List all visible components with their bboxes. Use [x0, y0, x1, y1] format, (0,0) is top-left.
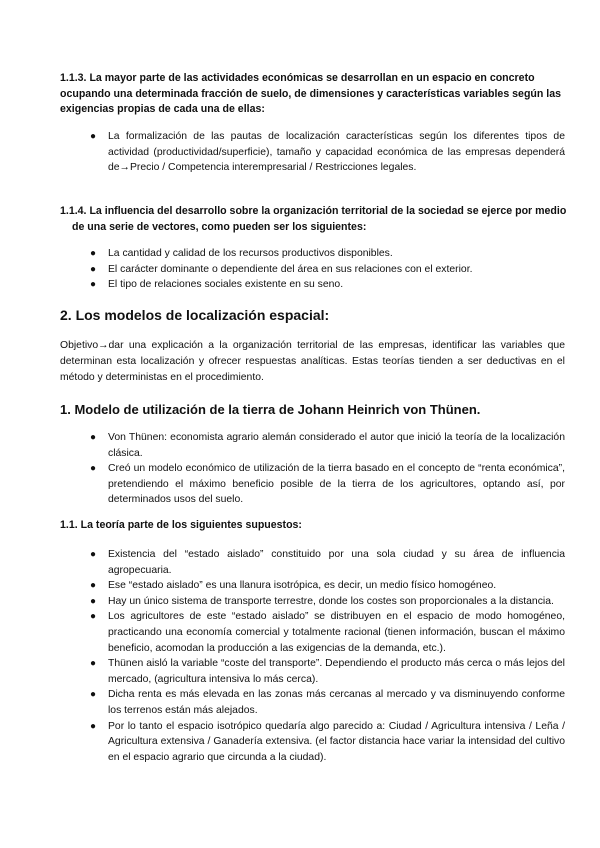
section-1-1-4-list	[90, 246, 565, 293]
list-item: ● Dicha renta es más elevada en las zonas más cercanas al mercado y va disminuyendo conforme los terrenos están más alejados.	[90, 689, 565, 716]
section-2-paragraph: Objetivo→dar una explicación a la organización territorial de las empresas, identificar las variables que determinan esta localización y ofrecer respuestas analíticas. Estas teorías tienden a ser deductivas en el método y deterministas en el procedimiento.	[60, 340, 565, 383]
section-1-1-list	[90, 547, 565, 765]
bullet-icon: ●	[90, 463, 97, 475]
model-1-list	[90, 430, 565, 508]
list-item: ● Creó un modelo económico de utilización de la tierra basado en el concepto de “renta económica”, pretendiendo el máximo beneficio posible de la tierra de los agricultores, optando así, por determinados usos del suelo.	[90, 463, 565, 506]
bullet-icon: ●	[90, 658, 97, 670]
list-item: ● Hay un único sistema de transporte terrestre, donde los costes son proporcionales a la distancia.	[90, 594, 565, 610]
section-1-1-4-heading: 1.1.4. La influencia del desarrollo sobre la organización territorial de la sociedad se ejerce por medio de una serie de vectores, como pueden ser los siguientes:	[60, 205, 567, 233]
bullet-icon: ●	[90, 689, 97, 701]
bullet-icon: ●	[90, 580, 97, 592]
list-item: ● Existencia del “estado aislado” constituido por una sola ciudad y su área de influencia agropecuaria.	[90, 549, 565, 576]
list-item: ● La formalización de las pautas de localización características según los diferentes tipos de actividad (productividad/superficie), tamaño y capacidad económica de las empresas dependerá de→Precio / Competencia interempresarial / Restricciones legales.	[90, 131, 565, 174]
list-item: ● Los agricultores de este “estado aislado” se distribuyen en el espacio de modo homogéneo, practicando una economía comercial y totalmente racional (tienen información, buscan el máximo beneficio, acomodan la producción a las exigencias de la demanda, etc.).	[90, 611, 565, 654]
bullet-icon: ●	[90, 549, 97, 560]
bullet-icon: ●	[90, 131, 97, 142]
section-2-title: 2. Los modelos de localización espacial:	[60, 307, 330, 323]
bullet-icon: ●	[90, 248, 97, 259]
list-item: ● La cantidad y calidad de los recursos productivos disponibles.	[90, 246, 565, 262]
list-item: ● Thünen aisló la variable “coste del transporte”. Dependiendo el producto más cerca o más lejos del mercado, (agricultura intensiva lo más cerca).	[90, 658, 565, 685]
bullet-icon: ●	[90, 432, 97, 443]
section-1-1-heading: 1.1. La teoría parte de los siguientes supuestos:	[60, 519, 302, 531]
section-1-1-3-heading: 1.1.3. La mayor parte de las actividades económicas se desarrollan en un espacio en concreto ocupando una determinada fracción de suelo, de dimensiones y características variables según las exigencias propias de cada una de ellas:	[60, 72, 562, 115]
list-item: ● El tipo de relaciones sociales existente en su seno.	[90, 277, 565, 293]
bullet-icon: ●	[90, 720, 97, 732]
bullet-icon: ●	[90, 611, 97, 623]
bullet-icon: ●	[90, 595, 97, 607]
section-1-1-3-list	[90, 129, 565, 176]
list-item: ● Ese “estado aislado” es una llanura isotrópica, es decir, un medio físico homogéneo.	[90, 578, 565, 594]
bullet-icon: ●	[90, 263, 97, 275]
model-1-title: 1. Modelo de utilización de la tierra de Johann Heinrich von Thünen.	[60, 402, 481, 417]
list-item: ● Por lo tanto el espacio isotrópico quedaría algo parecido a: Ciudad / Agricultura intensiva / Leña / Agricultura extensiva / Ganadería extensiva. (el factor distancia hace variar la intensidad del cultivo en el espacio agrario que circunda a la ciudad).	[90, 720, 565, 763]
list-item: ● Von Thünen: economista agrario alemán considerado el autor que inició la teoría de la localización clásica.	[90, 432, 565, 459]
list-item: ● El carácter dominante o dependiente del área en sus relaciones con el exterior.	[90, 262, 565, 278]
bullet-icon: ●	[90, 279, 97, 291]
